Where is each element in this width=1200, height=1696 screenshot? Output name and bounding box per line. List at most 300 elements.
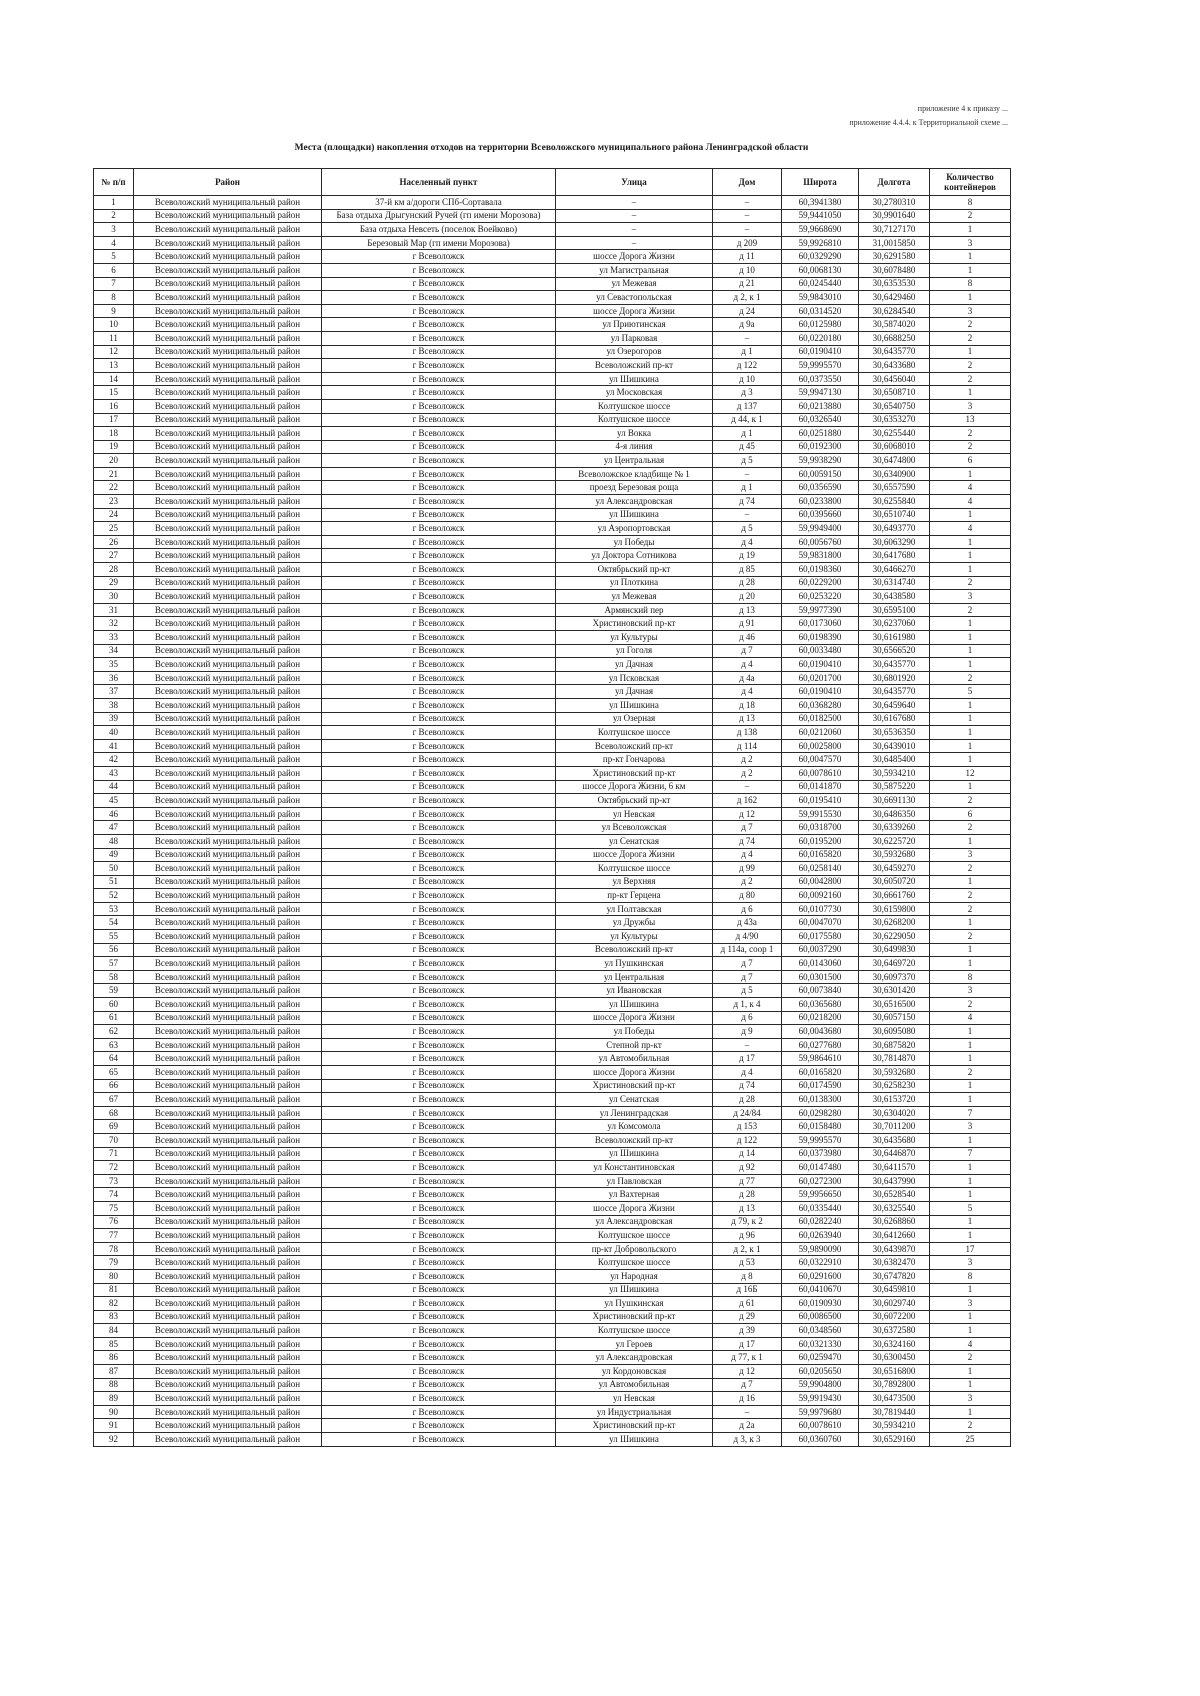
cell-container-count: 1	[930, 698, 1011, 712]
cell-longitude: 30,6284540	[859, 304, 930, 318]
cell-latitude: 60,0147480	[782, 1161, 859, 1175]
cell-district: Всеволожский муниципальный район	[134, 563, 322, 577]
cell-house: д 79, к 2	[713, 1215, 782, 1229]
cell-number: 57	[94, 957, 134, 971]
table-row	[94, 848, 1011, 862]
table-row	[94, 875, 1011, 889]
cell-house: д 17	[713, 1052, 782, 1066]
cell-settlement: г Всеволожск	[322, 1269, 556, 1283]
cell-container-count: 2	[930, 930, 1011, 944]
cell-longitude: 30,6435770	[859, 685, 930, 699]
cell-number: 75	[94, 1201, 134, 1215]
table-row	[94, 1283, 1011, 1297]
cell-longitude: 30,6528540	[859, 1188, 930, 1202]
cell-district: Всеволожский муниципальный район	[134, 495, 322, 509]
cell-settlement: г Всеволожск	[322, 957, 556, 971]
cell-house: д 92	[713, 1161, 782, 1175]
cell-latitude: 60,0174590	[782, 1079, 859, 1093]
cell-longitude: 30,6291580	[859, 250, 930, 264]
waste-sites-table	[93, 168, 1011, 1447]
cell-container-count: 1	[930, 943, 1011, 957]
table-row	[94, 889, 1011, 903]
cell-number: 69	[94, 1120, 134, 1134]
cell-latitude: 60,0192300	[782, 440, 859, 454]
cell-house: д 53	[713, 1256, 782, 1270]
cell-street: ул Культуры	[556, 930, 713, 944]
cell-latitude: 60,0253220	[782, 590, 859, 604]
table-row	[94, 386, 1011, 400]
table-row	[94, 454, 1011, 468]
cell-house: д 9а	[713, 318, 782, 332]
cell-longitude: 30,6340900	[859, 467, 930, 481]
cell-street: пр-кт Гончарова	[556, 753, 713, 767]
cell-latitude: 60,0291600	[782, 1269, 859, 1283]
cell-latitude: 60,0125980	[782, 318, 859, 332]
cell-settlement: г Всеволожск	[322, 1337, 556, 1351]
cell-latitude: 60,0073840	[782, 984, 859, 998]
cell-number: 54	[94, 916, 134, 930]
cell-house: –	[713, 467, 782, 481]
cell-latitude: 60,0373550	[782, 372, 859, 386]
cell-container-count: 1	[930, 617, 1011, 631]
cell-district: Всеволожский муниципальный район	[134, 345, 322, 359]
cell-settlement: г Всеволожск	[322, 563, 556, 577]
table-row	[94, 998, 1011, 1012]
cell-house: д 13	[713, 1201, 782, 1215]
cell-container-count: 3	[930, 1392, 1011, 1406]
cell-number: 35	[94, 658, 134, 672]
cell-settlement: г Всеволожск	[322, 1378, 556, 1392]
cell-district: Всеволожский муниципальный район	[134, 331, 322, 345]
cell-street: ул Московская	[556, 386, 713, 400]
table-row	[94, 1310, 1011, 1324]
cell-district: Всеволожский муниципальный район	[134, 1038, 322, 1052]
cell-latitude: 60,0218200	[782, 1011, 859, 1025]
cell-number: 56	[94, 943, 134, 957]
cell-street: ул Полтавская	[556, 902, 713, 916]
cell-settlement: г Всеволожск	[322, 291, 556, 305]
cell-latitude: 60,0318700	[782, 821, 859, 835]
cell-settlement: г Всеволожск	[322, 277, 556, 291]
cell-longitude: 30,6417680	[859, 549, 930, 563]
table-row	[94, 1337, 1011, 1351]
cell-district: Всеволожский муниципальный район	[134, 753, 322, 767]
cell-house: д 162	[713, 794, 782, 808]
cell-number: 88	[94, 1378, 134, 1392]
cell-house: д 10	[713, 372, 782, 386]
cell-house: д 4а	[713, 671, 782, 685]
cell-district: Всеволожский муниципальный район	[134, 291, 322, 305]
cell-number: 70	[94, 1133, 134, 1147]
cell-settlement: г Всеволожск	[322, 1310, 556, 1324]
cell-container-count: 2	[930, 331, 1011, 345]
appendix-subnote: приложение 4.4.4. к Территориальной схеме ...	[849, 118, 1008, 127]
cell-container-count: 3	[930, 236, 1011, 250]
cell-house: д 2, к 1	[713, 291, 782, 305]
cell-house: д 2	[713, 875, 782, 889]
cell-street: ул Победы	[556, 1025, 713, 1039]
cell-latitude: 60,0395660	[782, 508, 859, 522]
cell-latitude: 60,0251880	[782, 427, 859, 441]
cell-container-count: 1	[930, 658, 1011, 672]
cell-settlement: г Всеволожск	[322, 522, 556, 536]
cell-longitude: 30,6439010	[859, 739, 930, 753]
cell-latitude: 60,0263940	[782, 1229, 859, 1243]
cell-street: Колтушское шоссе	[556, 399, 713, 413]
cell-longitude: 30,6459270	[859, 862, 930, 876]
cell-number: 15	[94, 386, 134, 400]
cell-longitude: 30,6268860	[859, 1215, 930, 1229]
header-house: Дом	[713, 169, 782, 196]
cell-district: Всеволожский муниципальный район	[134, 834, 322, 848]
cell-longitude: 30,6153720	[859, 1093, 930, 1107]
cell-settlement: г Всеволожск	[322, 1419, 556, 1433]
cell-container-count: 13	[930, 413, 1011, 427]
cell-settlement: г Всеволожск	[322, 399, 556, 413]
table-row	[94, 304, 1011, 318]
cell-house: д 96	[713, 1229, 782, 1243]
cell-number: 37	[94, 685, 134, 699]
cell-settlement: г Всеволожск	[322, 834, 556, 848]
table-row	[94, 372, 1011, 386]
cell-house: д 14	[713, 1147, 782, 1161]
cell-longitude: 30,6875820	[859, 1038, 930, 1052]
cell-street: Христиновский пр-кт	[556, 617, 713, 631]
cell-district: Всеволожский муниципальный район	[134, 1052, 322, 1066]
cell-container-count: 4	[930, 1011, 1011, 1025]
table-row	[94, 698, 1011, 712]
cell-street: ул Народная	[556, 1269, 713, 1283]
cell-longitude: 30,7819440	[859, 1405, 930, 1419]
cell-house: д 91	[713, 617, 782, 631]
table-row	[94, 481, 1011, 495]
cell-district: Всеволожский муниципальный район	[134, 1229, 322, 1243]
cell-settlement: г Всеволожск	[322, 766, 556, 780]
cell-district: Всеволожский муниципальный район	[134, 685, 322, 699]
cell-house: д 122	[713, 359, 782, 373]
cell-container-count: 6	[930, 807, 1011, 821]
cell-settlement: г Всеволожск	[322, 970, 556, 984]
cell-house: д 28	[713, 1093, 782, 1107]
cell-district: Всеволожский муниципальный район	[134, 386, 322, 400]
cell-number: 27	[94, 549, 134, 563]
cell-settlement: г Всеволожск	[322, 1025, 556, 1039]
cell-latitude: 60,0301500	[782, 970, 859, 984]
cell-longitude: 30,6063290	[859, 535, 930, 549]
cell-district: Всеволожский муниципальный район	[134, 1188, 322, 1202]
cell-district: Всеволожский муниципальный район	[134, 780, 322, 794]
cell-latitude: 60,0213880	[782, 399, 859, 413]
cell-longitude: 30,6429460	[859, 291, 930, 305]
table-row	[94, 250, 1011, 264]
cell-street: шоссе Дорога Жизни	[556, 304, 713, 318]
cell-settlement: г Всеволожск	[322, 644, 556, 658]
cell-district: Всеволожский муниципальный район	[134, 1269, 322, 1283]
cell-number: 22	[94, 481, 134, 495]
cell-settlement: г Всеволожск	[322, 1038, 556, 1052]
cell-container-count: 1	[930, 1038, 1011, 1052]
cell-longitude: 30,6229050	[859, 930, 930, 944]
cell-number: 44	[94, 780, 134, 794]
cell-settlement: г Всеволожск	[322, 889, 556, 903]
cell-number: 91	[94, 1419, 134, 1433]
cell-container-count: 1	[930, 291, 1011, 305]
cell-settlement: г Всеволожск	[322, 1133, 556, 1147]
cell-street: –	[556, 223, 713, 237]
cell-district: Всеволожский муниципальный район	[134, 277, 322, 291]
cell-latitude: 60,0078610	[782, 1419, 859, 1433]
cell-container-count: 3	[930, 304, 1011, 318]
cell-container-count: 2	[930, 603, 1011, 617]
table-row	[94, 726, 1011, 740]
cell-street: Христиновский пр-кт	[556, 1419, 713, 1433]
table-row	[94, 427, 1011, 441]
cell-latitude: 59,9904800	[782, 1378, 859, 1392]
cell-street: ул Невская	[556, 807, 713, 821]
cell-latitude: 60,0175580	[782, 930, 859, 944]
cell-district: Всеволожский муниципальный район	[134, 1011, 322, 1025]
cell-district: Всеволожский муниципальный район	[134, 807, 322, 821]
header-street: Улица	[556, 169, 713, 196]
cell-settlement: г Всеволожск	[322, 495, 556, 509]
cell-number: 52	[94, 889, 134, 903]
cell-longitude: 30,6459640	[859, 698, 930, 712]
cell-container-count: 1	[930, 1405, 1011, 1419]
cell-district: Всеволожский муниципальный район	[134, 875, 322, 889]
cell-street: Всеволожский пр-кт	[556, 739, 713, 753]
cell-number: 85	[94, 1337, 134, 1351]
cell-street: ул Шишкина	[556, 1433, 713, 1447]
cell-latitude: 60,0047070	[782, 916, 859, 930]
cell-container-count: 1	[930, 1052, 1011, 1066]
cell-settlement: г Всеволожск	[322, 821, 556, 835]
cell-district: Всеволожский муниципальный район	[134, 998, 322, 1012]
cell-settlement: г Всеволожск	[322, 902, 556, 916]
cell-container-count: 2	[930, 1066, 1011, 1080]
cell-house: д 99	[713, 862, 782, 876]
cell-latitude: 60,0272300	[782, 1174, 859, 1188]
cell-settlement: г Всеволожск	[322, 930, 556, 944]
cell-house: д 24	[713, 304, 782, 318]
cell-number: 14	[94, 372, 134, 386]
cell-district: Всеволожский муниципальный район	[134, 889, 322, 903]
cell-container-count: 1	[930, 386, 1011, 400]
cell-latitude: 60,0335440	[782, 1201, 859, 1215]
cell-container-count: 4	[930, 1337, 1011, 1351]
cell-longitude: 30,6353270	[859, 413, 930, 427]
cell-container-count: 1	[930, 780, 1011, 794]
cell-latitude: 60,3941380	[782, 196, 859, 210]
cell-settlement: г Всеволожск	[322, 1011, 556, 1025]
table-row	[94, 209, 1011, 223]
cell-container-count: 2	[930, 998, 1011, 1012]
cell-latitude: 59,9668690	[782, 223, 859, 237]
cell-number: 46	[94, 807, 134, 821]
cell-latitude: 59,9831800	[782, 549, 859, 563]
cell-longitude: 30,6353530	[859, 277, 930, 291]
cell-settlement: г Всеволожск	[322, 1201, 556, 1215]
cell-street: ул Севастопольская	[556, 291, 713, 305]
cell-longitude: 30,6159800	[859, 902, 930, 916]
table-row	[94, 821, 1011, 835]
cell-longitude: 30,6078480	[859, 263, 930, 277]
cell-street: ул Александровская	[556, 1351, 713, 1365]
cell-longitude: 30,6255440	[859, 427, 930, 441]
cell-longitude: 30,6225720	[859, 834, 930, 848]
cell-longitude: 30,6438580	[859, 590, 930, 604]
cell-longitude: 30,6486350	[859, 807, 930, 821]
cell-house: –	[713, 780, 782, 794]
cell-house: д 28	[713, 576, 782, 590]
cell-number: 80	[94, 1269, 134, 1283]
table-row	[94, 658, 1011, 672]
cell-settlement: г Всеволожск	[322, 1392, 556, 1406]
cell-latitude: 60,0277680	[782, 1038, 859, 1052]
cell-longitude: 30,6382470	[859, 1256, 930, 1270]
table-row	[94, 236, 1011, 250]
cell-latitude: 60,0195200	[782, 834, 859, 848]
cell-latitude: 59,9890090	[782, 1242, 859, 1256]
cell-street: ул Псковская	[556, 671, 713, 685]
cell-house: д 77	[713, 1174, 782, 1188]
cell-longitude: 30,6437990	[859, 1174, 930, 1188]
table-row	[94, 508, 1011, 522]
cell-street: ул Вокка	[556, 427, 713, 441]
cell-latitude: 60,0360760	[782, 1433, 859, 1447]
table-row	[94, 1161, 1011, 1175]
cell-street: ул Магистральная	[556, 263, 713, 277]
cell-container-count: 1	[930, 1324, 1011, 1338]
cell-district: Всеволожский муниципальный район	[134, 1337, 322, 1351]
cell-settlement: г Всеволожск	[322, 1147, 556, 1161]
cell-container-count: 5	[930, 685, 1011, 699]
cell-number: 47	[94, 821, 134, 835]
cell-longitude: 30,5934210	[859, 1419, 930, 1433]
cell-house: д 43а	[713, 916, 782, 930]
cell-number: 25	[94, 522, 134, 536]
cell-latitude: 59,9441050	[782, 209, 859, 223]
cell-street: Колтушское шоссе	[556, 862, 713, 876]
cell-latitude: 60,0059150	[782, 467, 859, 481]
cell-street: –	[556, 236, 713, 250]
cell-container-count: 4	[930, 522, 1011, 536]
cell-district: Всеволожский муниципальный район	[134, 1201, 322, 1215]
cell-street: –	[556, 209, 713, 223]
cell-latitude: 60,0025800	[782, 739, 859, 753]
cell-street: Степной пр-кт	[556, 1038, 713, 1052]
cell-street: ул Победы	[556, 535, 713, 549]
cell-district: Всеволожский муниципальный район	[134, 522, 322, 536]
cell-district: Всеволожский муниципальный район	[134, 617, 322, 631]
cell-settlement: г Всеволожск	[322, 331, 556, 345]
cell-settlement: г Всеволожск	[322, 535, 556, 549]
cell-settlement: г Всеволожск	[322, 794, 556, 808]
cell-settlement: г Всеволожск	[322, 848, 556, 862]
cell-longitude: 30,6161980	[859, 631, 930, 645]
cell-latitude: 60,0245440	[782, 277, 859, 291]
cell-container-count: 5	[930, 1201, 1011, 1215]
cell-number: 68	[94, 1106, 134, 1120]
cell-longitude: 30,9901640	[859, 209, 930, 223]
cell-longitude: 30,6325540	[859, 1201, 930, 1215]
cell-settlement: г Всеволожск	[322, 413, 556, 427]
cell-number: 33	[94, 631, 134, 645]
cell-container-count: 1	[930, 957, 1011, 971]
cell-longitude: 30,6411570	[859, 1161, 930, 1175]
cell-settlement: г Всеволожск	[322, 454, 556, 468]
table-row	[94, 1378, 1011, 1392]
cell-street: ул Автомобильная	[556, 1052, 713, 1066]
table-header	[94, 169, 1011, 196]
table-row	[94, 576, 1011, 590]
cell-street: ул Сенатская	[556, 834, 713, 848]
cell-longitude: 30,6516800	[859, 1365, 930, 1379]
cell-street: Христиновский пр-кт	[556, 766, 713, 780]
cell-district: Всеволожский муниципальный район	[134, 1419, 322, 1433]
table-row	[94, 291, 1011, 305]
cell-district: Всеволожский муниципальный район	[134, 1215, 322, 1229]
cell-longitude: 30,6691130	[859, 794, 930, 808]
cell-settlement: г Всеволожск	[322, 467, 556, 481]
cell-district: Всеволожский муниципальный район	[134, 304, 322, 318]
cell-number: 90	[94, 1405, 134, 1419]
cell-latitude: 60,0190410	[782, 345, 859, 359]
cell-container-count: 3	[930, 848, 1011, 862]
cell-street: ул Автомобильная	[556, 1378, 713, 1392]
cell-settlement: г Всеволожск	[322, 875, 556, 889]
cell-street: Всеволожский пр-кт	[556, 359, 713, 373]
cell-district: Всеволожский муниципальный район	[134, 1351, 322, 1365]
cell-house: –	[713, 223, 782, 237]
cell-street: ул Межевая	[556, 590, 713, 604]
cell-number: 64	[94, 1052, 134, 1066]
cell-container-count: 6	[930, 454, 1011, 468]
cell-latitude: 60,0138300	[782, 1093, 859, 1107]
cell-longitude: 30,6493770	[859, 522, 930, 536]
cell-settlement: г Всеволожск	[322, 1093, 556, 1107]
cell-longitude: 30,7814870	[859, 1052, 930, 1066]
cell-house: д 209	[713, 236, 782, 250]
cell-number: 49	[94, 848, 134, 862]
cell-longitude: 30,6540750	[859, 399, 930, 413]
cell-latitude: 60,0165820	[782, 1066, 859, 1080]
cell-number: 45	[94, 794, 134, 808]
cell-district: Всеволожский муниципальный район	[134, 263, 322, 277]
table-row	[94, 345, 1011, 359]
cell-district: Всеволожский муниципальный район	[134, 1310, 322, 1324]
table-row	[94, 970, 1011, 984]
cell-container-count: 1	[930, 1093, 1011, 1107]
cell-street: ул Шишкина	[556, 998, 713, 1012]
cell-district: Всеволожский муниципальный район	[134, 535, 322, 549]
cell-house: д 74	[713, 495, 782, 509]
table-row	[94, 1433, 1011, 1447]
cell-latitude: 59,9915530	[782, 807, 859, 821]
cell-container-count: 8	[930, 196, 1011, 210]
cell-number: 82	[94, 1297, 134, 1311]
cell-number: 74	[94, 1188, 134, 1202]
cell-district: Всеволожский муниципальный район	[134, 1378, 322, 1392]
cell-street: ул Дачная	[556, 658, 713, 672]
cell-container-count: 1	[930, 753, 1011, 767]
cell-number: 39	[94, 712, 134, 726]
cell-district: Всеволожский муниципальный район	[134, 1093, 322, 1107]
cell-street: ул Шишкина	[556, 698, 713, 712]
table-row	[94, 549, 1011, 563]
cell-street: ул Константиновская	[556, 1161, 713, 1175]
cell-longitude: 30,6300450	[859, 1351, 930, 1365]
cell-settlement: г Всеволожск	[322, 916, 556, 930]
